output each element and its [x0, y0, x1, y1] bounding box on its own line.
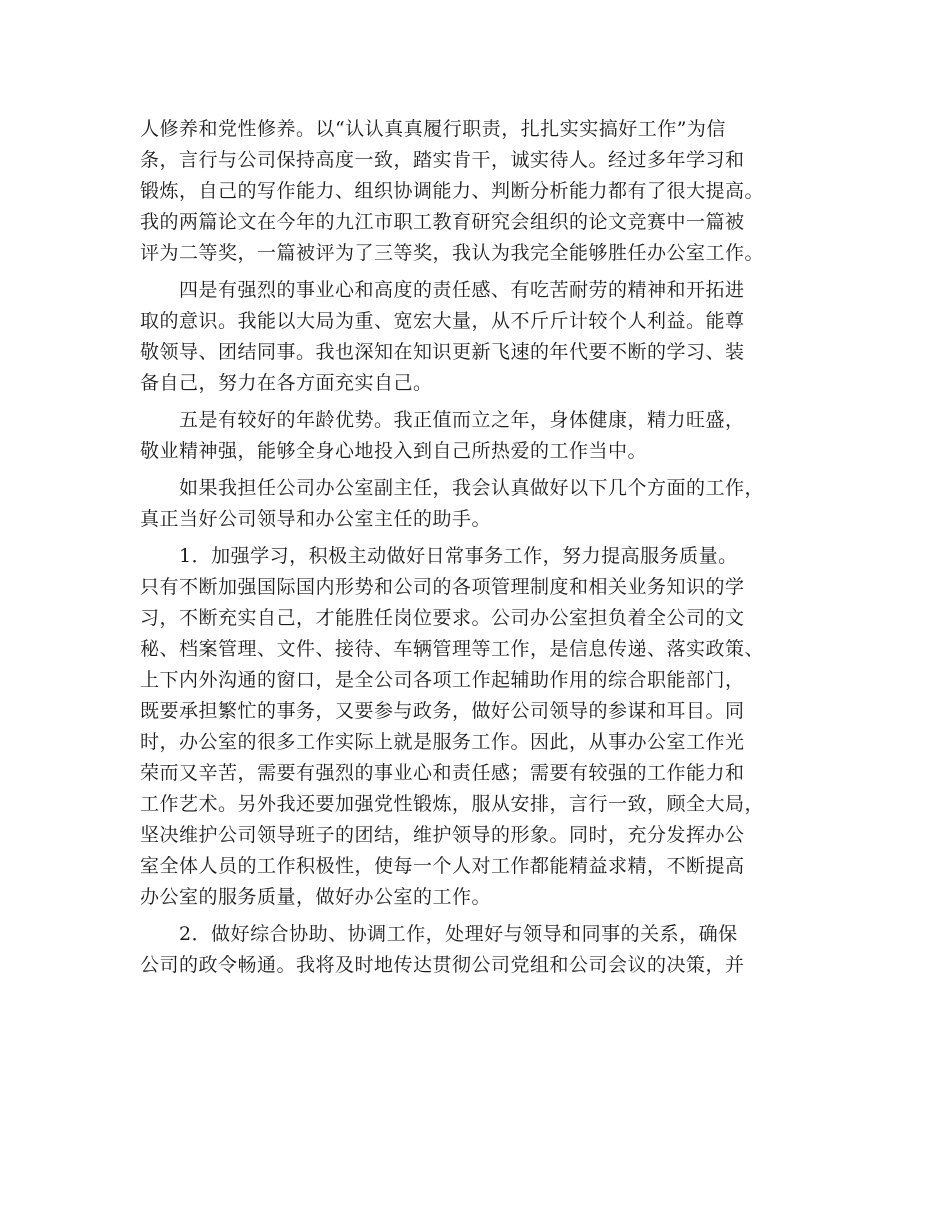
text-line: 锻炼，自己的写作能力、组织协调能力、判断分析能力都有了很大提高。 [140, 180, 765, 202]
text-line: 敬领导、团结同事。我也深知在知识更新飞速的年代要不断的学习、装 [140, 341, 745, 363]
text-line: 四是有强烈的事业心和高度的责任感、有吃苦耐劳的精神和开拓进 [140, 279, 745, 301]
text-line: 条，言行与公司保持高度一致，踏实肯干，诚实待人。经过多年学习和 [140, 149, 745, 171]
document-body [140, 114, 820, 981]
text-line: 只有不断加强国际国内形势和公司的各项管理制度和相关业务知识的学 [140, 576, 745, 598]
text-line: 上下内外沟通的窗口，是全公司各项工作起辅助作用的综合职能部门， [140, 669, 745, 691]
text-line: 2．做好综合协助、协调工作，处理好与领导和同事的关系，确保 [140, 923, 738, 945]
text-line: 评为二等奖，一篇被评为了三等奖，我认为我完全能够胜任办公室工作。 [140, 242, 765, 264]
text-line: 五是有较好的年龄优势。我正值而立之年，身体健康，精力旺盛， [140, 409, 745, 431]
text-line: 我的两篇论文在今年的九江市职工教育研究会组织的论文竞赛中一篇被 [140, 211, 745, 233]
text-line: 取的意识。我能以大局为重、宽宏大量，从不斤斤计较个人利益。能尊 [140, 310, 745, 332]
text-line: 荣而又辛苦，需要有强烈的事业心和责任感；需要有较强的工作能力和 [140, 762, 745, 784]
text-line: 真正当好公司领导和办公室主任的助手。 [140, 508, 492, 530]
text-line: 室全体人员的工作积极性，使每一个人对工作都能精益求精，不断提高 [140, 855, 745, 877]
text-line: 人修养和党性修养。以“认认真真履行职责，扎扎实实搞好工作”为信 [140, 118, 726, 140]
text-line: 时，办公室的很多工作实际上就是服务工作。因此，从事办公室工作光 [140, 731, 745, 753]
text-line: 既要承担繁忙的事务，又要参与政务，做好公司领导的参谋和耳目。同 [140, 700, 745, 722]
text-line: 工作艺术。另外我还要加强党性锻炼，服从安排，言行一致，顾全大局， [140, 793, 765, 815]
text-line: 坚决维护公司领导班子的团结，维护领导的形象。同时，充分发挥办公 [140, 824, 745, 846]
text-line: 秘、档案管理、文件、接待、车辆管理等工作，是信息传递、落实政策、 [140, 638, 765, 660]
text-line: 备自己，努力在各方面充实自己。 [140, 372, 433, 394]
text-line: 办公室的服务质量，做好办公室的工作。 [140, 886, 492, 908]
text-line: 公司的政令畅通。我将及时地传达贯彻公司党组和公司会议的决策，并 [140, 954, 745, 976]
text-line: 敬业精神强，能够全身心地投入到自己所热爱的工作当中。 [140, 440, 648, 462]
text-line: 如果我担任公司办公室副主任，我会认真做好以下几个方面的工作， [140, 477, 765, 499]
text-line: 习，不断充实自己，才能胜任岗位要求。公司办公室担负着全公司的文 [140, 607, 745, 629]
text-line: 1．加强学习，积极主动做好日常事务工作，努力提高服务质量。 [140, 545, 738, 567]
